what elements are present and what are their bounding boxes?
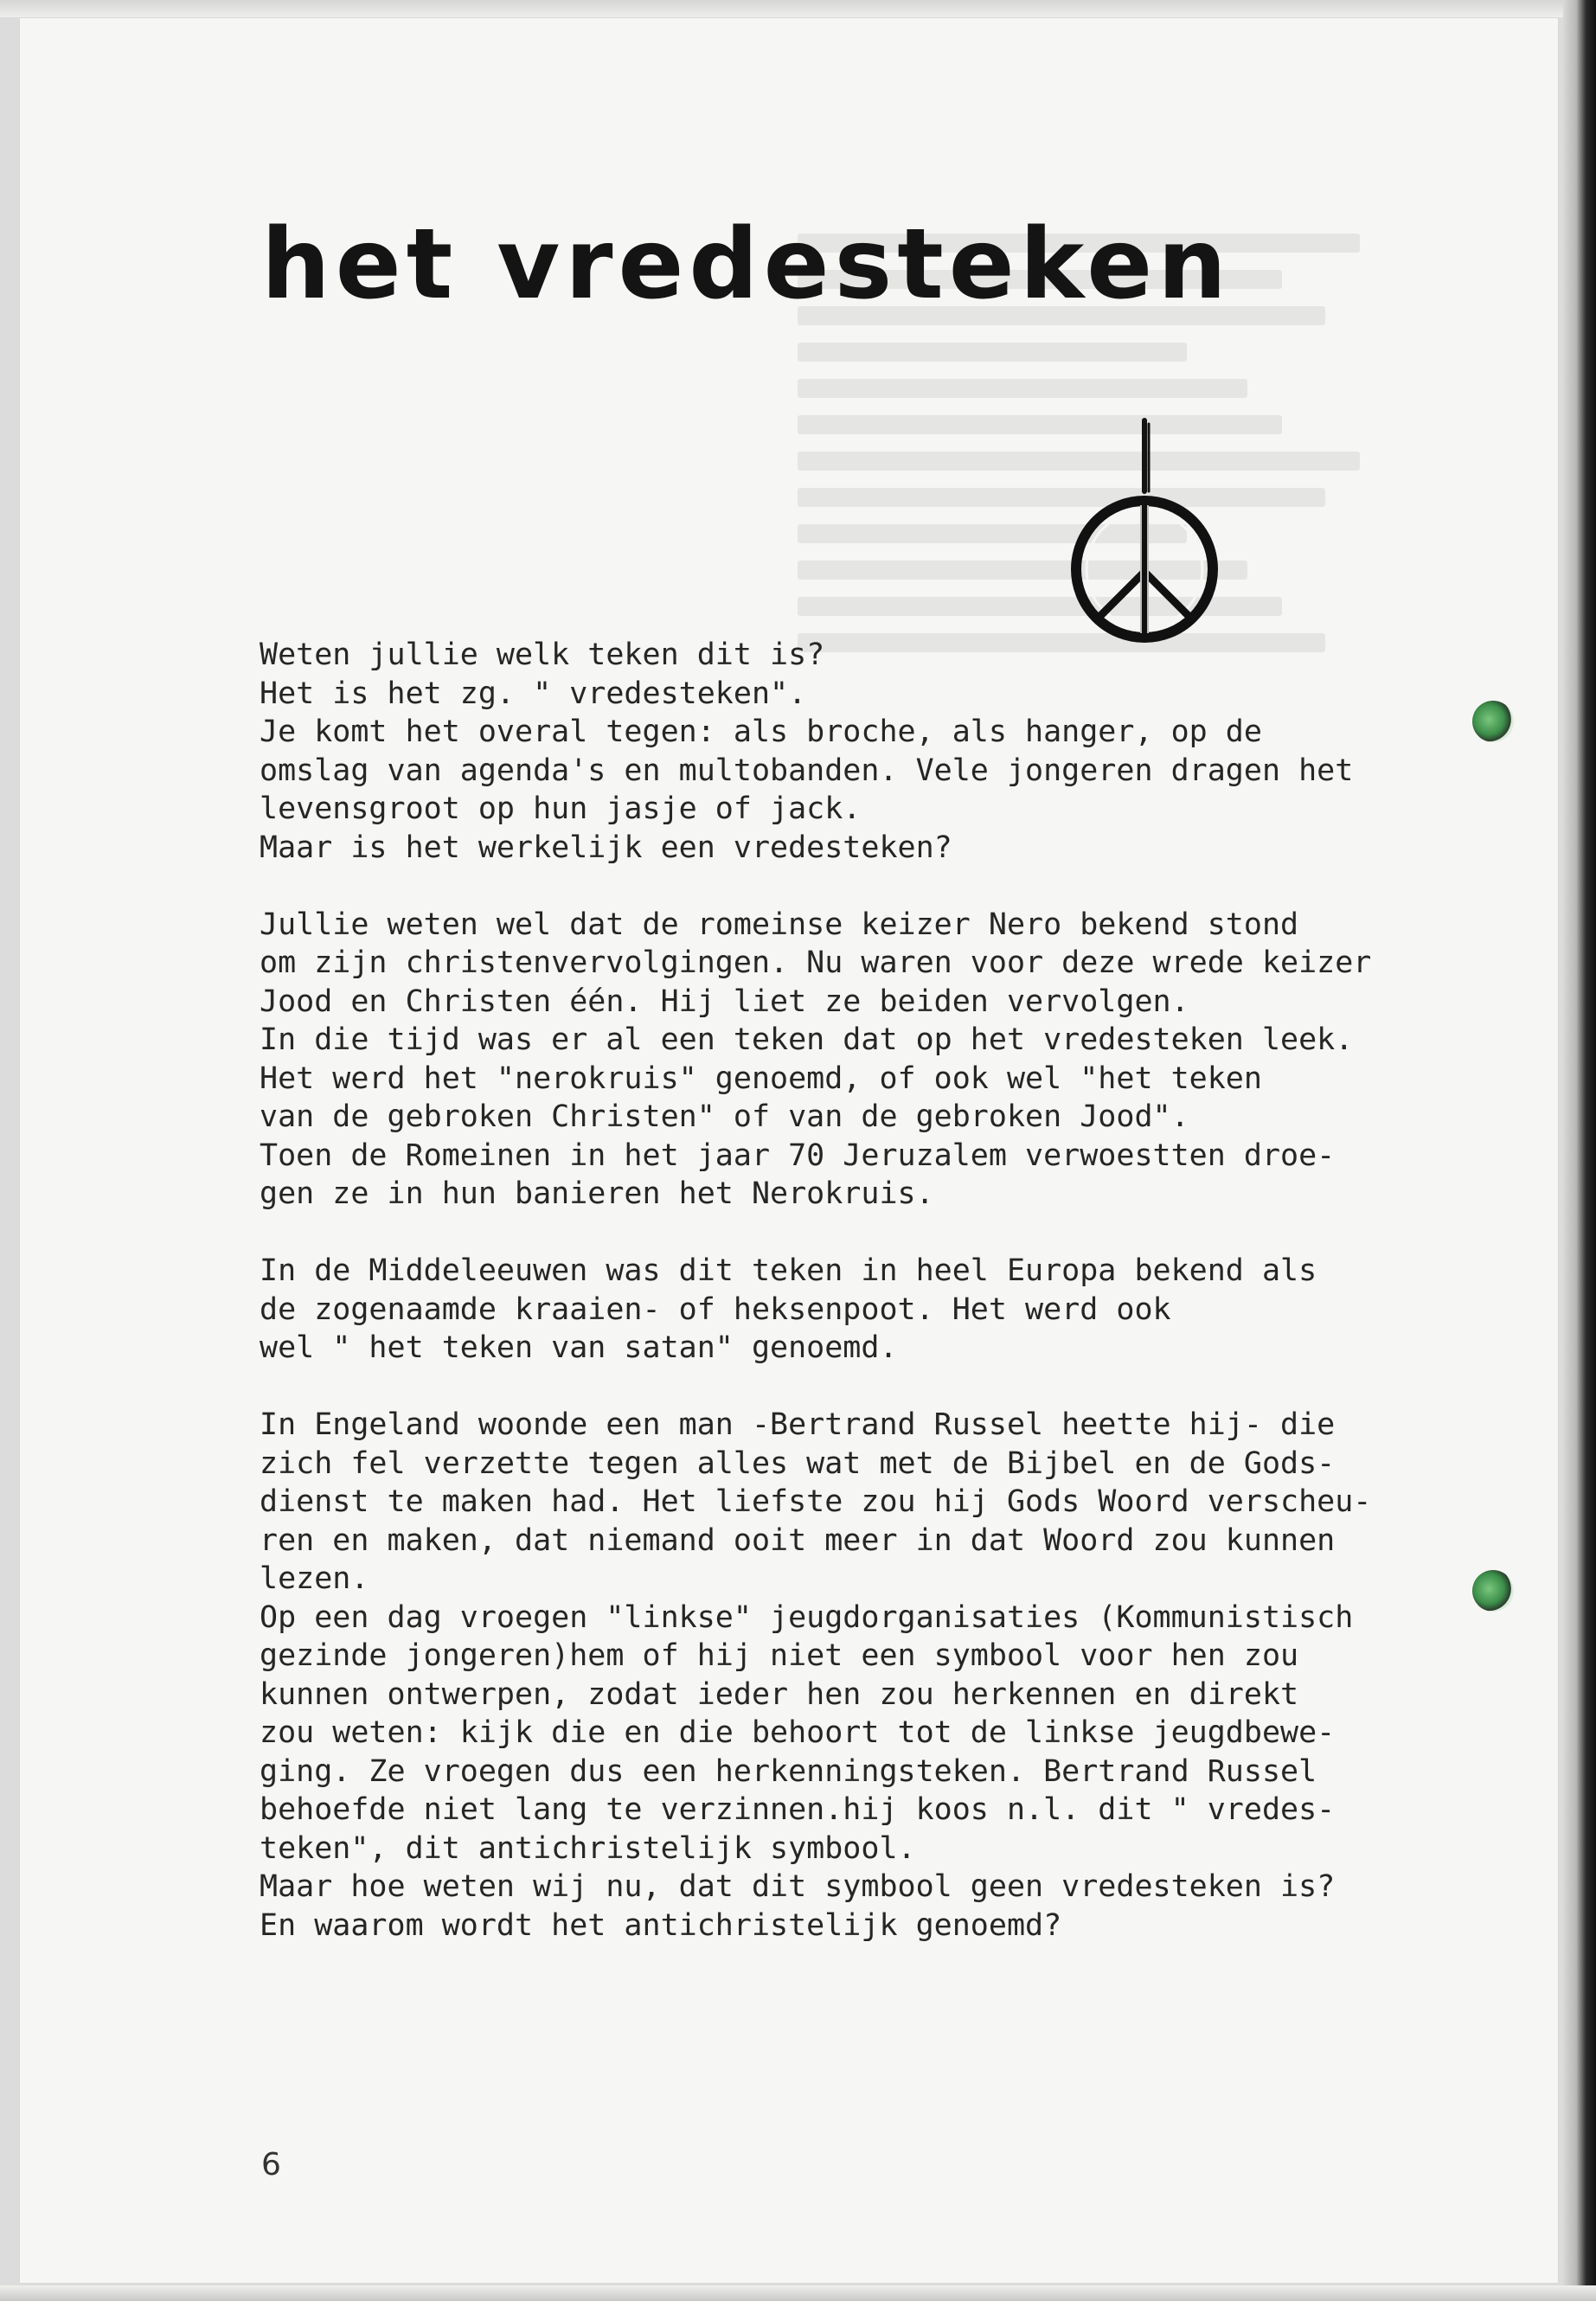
paragraph-3 (260, 1252, 1471, 1368)
body-line: Maar is het werkelijk een vredesteken? (260, 830, 952, 865)
body-line: Het is het zg. " vredesteken". (260, 676, 807, 711)
body-line: In Engeland woonde een man -Bertrand Russel heette hij- die (260, 1407, 1336, 1442)
body-line: om zijn christenvervolgingen. Nu waren voor deze wrede keizer (260, 945, 1372, 980)
body-line: levensgroot op hun jasje of jack. (260, 792, 862, 826)
top-scan-shadow (0, 0, 1596, 17)
bottom-scan-shadow (0, 2285, 1596, 2301)
body-line: Jood en Christen één. Hij liet ze beiden vervolgen. (260, 984, 1189, 1019)
scan-edge-shadow (1563, 0, 1596, 2301)
body-line: ren en maken, dat niemand ooit meer in dat Woord zou kunnen (260, 1522, 1336, 1558)
body-line: En waarom wordt het antichristelijk genoemd? (260, 1907, 1062, 1943)
document-page (19, 17, 1559, 2284)
paragraph-1 (260, 636, 1471, 867)
body-line: gen ze in hun banieren het Nerokruis. (260, 1176, 934, 1211)
body-line: Jullie weten wel dat de romeinse keizer Nero bekend stond (260, 907, 1299, 942)
body-line: omslag van agenda's en multobanden. Vele jongeren dragen het (260, 753, 1354, 788)
body-line: Maar hoe weten wij nu, dat dit symbool geen vredesteken is? (260, 1869, 1336, 1904)
body-line: zou weten: kijk die en die behoort tot de linkse jeugdbewe- (260, 1715, 1336, 1750)
body-line: In die tijd was er al een teken dat op het vredesteken leek. (260, 1022, 1354, 1057)
body-line: behoefde niet lang te verzinnen.hij koos n.l. dit " vredes- (260, 1792, 1336, 1827)
body-line: teken", dit antichristelijk symbool. (260, 1830, 916, 1866)
body-line: wel " het teken van satan" genoemd. (260, 1330, 898, 1365)
page-title: het vredesteken (261, 208, 1232, 321)
body-line: ging. Ze vroegen dus een herkenningsteken. Bertrand Russel (260, 1753, 1317, 1789)
body-line: gezinde jongeren)hem of hij niet een symbool voor hen zou (260, 1638, 1299, 1673)
body-line: Op een dag vroegen "linkse" jeugdorganisaties (Kommunistisch (260, 1599, 1354, 1635)
body-line: lezen. (260, 1561, 369, 1596)
body-line: zich fel verzette tegen alles wat met de Bijbel en de Gods- (260, 1445, 1336, 1481)
body-line: Weten jullie welk teken dit is? (260, 638, 825, 672)
page-number: 6 (261, 2147, 281, 2182)
body-line: Het werd het "nerokruis" genoemd, of ook wel "het teken (260, 1061, 1262, 1096)
body-line: Je komt het overal tegen: als broche, als hanger, op de (260, 715, 1262, 749)
body-line: van de gebroken Christen" of van de gebroken Jood". (260, 1099, 1189, 1134)
paragraph-2 (260, 906, 1471, 1214)
body-line: Toen de Romeinen in het jaar 70 Jeruzalem verwoestten droe- (260, 1138, 1336, 1173)
binder-hole-mark (1472, 701, 1514, 742)
body-line: kunnen ontwerpen, zodat ieder hen zou herkennen en direkt (260, 1676, 1299, 1712)
paragraph-4 (260, 1406, 1471, 1945)
body-line: In de Middeleeuwen was dit teken in heel Europa bekend als (260, 1253, 1317, 1288)
body-line: de zogenaamde kraaien- of heksenpoot. Het werd ook (260, 1292, 1171, 1327)
body-line: dienst te maken had. Het liefste zou hij Gods Woord verscheu- (260, 1484, 1372, 1519)
article-body (260, 636, 1471, 1984)
binder-hole-mark (1472, 1570, 1514, 1612)
